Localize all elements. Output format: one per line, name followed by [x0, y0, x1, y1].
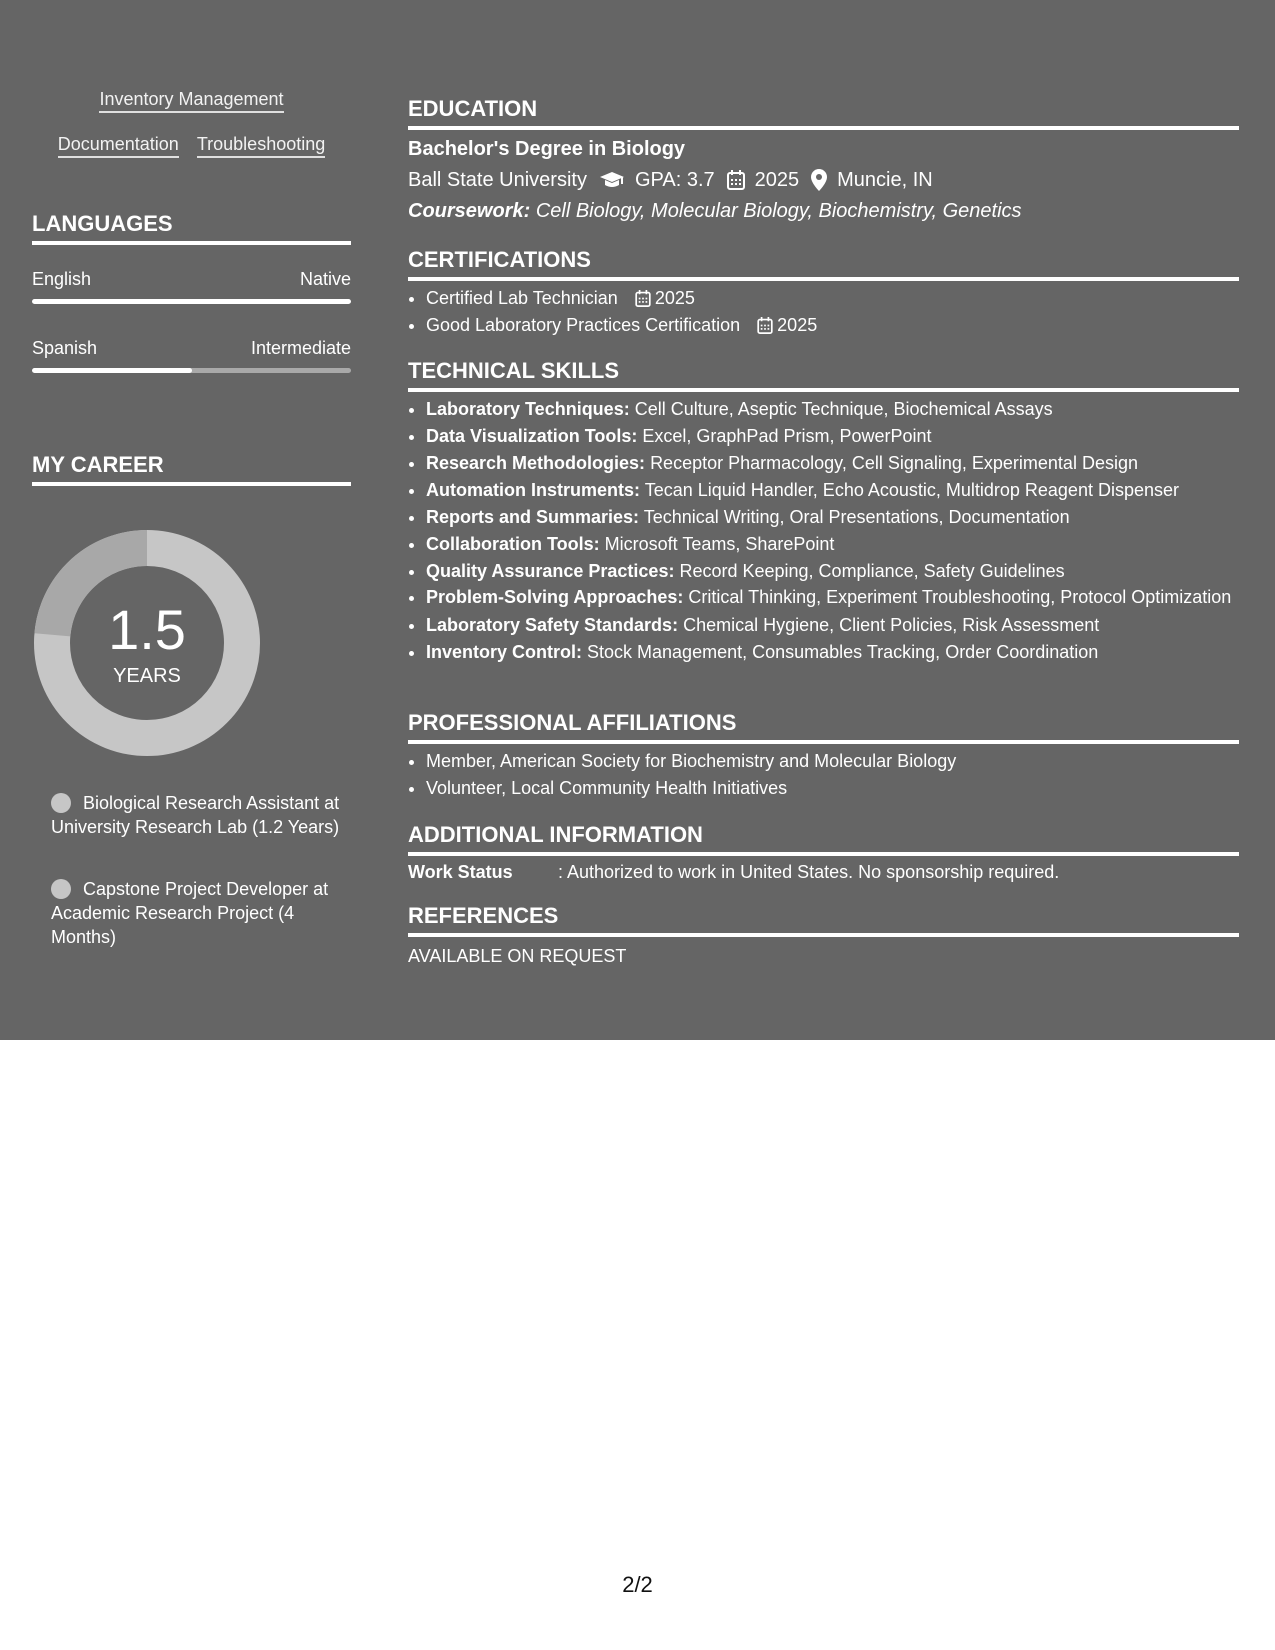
- certification-name: Good Laboratory Practices Certification: [426, 315, 741, 335]
- skill-label: Problem-Solving Approaches:: [426, 587, 684, 607]
- additional-info-heading: ADDITIONAL INFORMATION: [408, 822, 1239, 856]
- language-bar-spanish: [32, 368, 351, 373]
- list-item: [426, 477, 1257, 504]
- list-item: [426, 504, 1257, 531]
- skill-label: Research Methodologies:: [426, 453, 646, 473]
- degree-title: Bachelor's Degree in Biology: [408, 138, 686, 160]
- language-bar-fill: [32, 368, 192, 373]
- list-item: [426, 585, 1257, 612]
- list-item: [426, 423, 1257, 450]
- language-name: English: [32, 269, 92, 289]
- technical-skills-heading: TECHNICAL SKILLS: [408, 358, 1239, 392]
- references-heading: REFERENCES: [408, 903, 1239, 937]
- skill-tags-row-1: [32, 88, 351, 113]
- skill-tag: Documentation: [58, 133, 179, 158]
- work-status-text: : Authorized to work in United States. No sponsorship required.: [558, 862, 1060, 882]
- skill-text: Chemical Hygiene, Client Policies, Risk Assessment: [683, 615, 1100, 635]
- language-level: Intermediate: [250, 338, 351, 358]
- certification-year: 2025: [654, 288, 695, 308]
- skill-label: Laboratory Techniques:: [426, 399, 630, 419]
- language-level: Native: [299, 269, 351, 289]
- career-item-text: Biological Research Assistant at University Research Lab (1.2 Years): [51, 793, 340, 837]
- calendar-icon: [635, 290, 651, 307]
- list-item: [426, 639, 1257, 666]
- education-heading: EDUCATION: [408, 96, 1239, 130]
- skill-label: Laboratory Safety Standards:: [426, 615, 679, 635]
- list-item: [426, 396, 1257, 423]
- language-row-english: [32, 268, 351, 290]
- calendar-icon: [757, 317, 773, 334]
- bullet-dot-icon: [51, 793, 71, 813]
- career-years-label: YEARS: [113, 665, 181, 687]
- coursework-label: Coursework:: [408, 200, 531, 222]
- certification-year: 2025: [777, 315, 818, 335]
- career-item-text: Capstone Project Developer at Academic Research Project (4 Months): [51, 879, 329, 947]
- list-item: [426, 558, 1257, 585]
- language-bar-english: [32, 299, 351, 304]
- work-status: [408, 862, 1239, 883]
- references-text: AVAILABLE ON REQUEST: [408, 946, 627, 966]
- language-row-spanish: [32, 337, 351, 359]
- list-item: [426, 612, 1257, 639]
- list-item: • Member, American Society for Biochemistry and Molecular Biology: [426, 748, 1257, 775]
- graduation-cap-icon: [599, 171, 625, 189]
- list-item: [426, 285, 1257, 312]
- skill-tag: Troubleshooting: [197, 133, 325, 158]
- skill-text: Excel, GraphPad Prism, PowerPoint: [642, 426, 932, 446]
- language-bar-fill: [32, 299, 351, 304]
- list-item: • Volunteer, Local Community Health Initiatives: [426, 775, 1257, 802]
- technical-skills-list: [408, 396, 1257, 666]
- skill-text: Cell Culture, Aseptic Technique, Biochemical Assays: [634, 399, 1053, 419]
- skill-text: Record Keeping, Compliance, Safety Guidelines: [679, 561, 1065, 581]
- calendar-icon: [727, 170, 745, 190]
- list-item: [426, 450, 1257, 477]
- page-number: 2/2: [622, 1572, 653, 1597]
- bullet-dot-icon: [51, 879, 71, 899]
- skill-label: Collaboration Tools:: [426, 534, 600, 554]
- career-years-value: 1.5: [108, 598, 186, 661]
- skill-label: Quality Assurance Practices:: [426, 561, 675, 581]
- skill-text: Stock Management, Consumables Tracking, Order Coordination: [587, 642, 1099, 662]
- career-item: [51, 877, 341, 949]
- education-location: Muncie, IN: [837, 169, 933, 191]
- coursework: [408, 199, 1239, 223]
- education-meta: [408, 168, 1239, 192]
- career-heading: MY CAREER: [32, 452, 351, 486]
- skill-tag: Inventory Management: [99, 88, 283, 113]
- skill-text: Technical Writing, Oral Presentations, Documentation: [643, 507, 1070, 527]
- skill-label: Inventory Control:: [426, 642, 582, 662]
- skill-text: Microsoft Teams, SharePoint: [604, 534, 835, 554]
- gpa: GPA: 3.7: [634, 169, 715, 191]
- skill-label: Automation Instruments:: [426, 480, 640, 500]
- school-name: Ball State University: [408, 169, 587, 191]
- skill-tags-row-2: [32, 133, 351, 158]
- location-pin-icon: [811, 169, 827, 191]
- language-name: Spanish: [32, 338, 98, 358]
- certifications-list: [408, 285, 1257, 339]
- languages-heading: LANGUAGES: [32, 211, 351, 245]
- skill-text: Receptor Pharmacology, Cell Signaling, Experimental Design: [650, 453, 1138, 473]
- career-item: [51, 791, 341, 839]
- skill-label: Data Visualization Tools:: [426, 426, 638, 446]
- graduation-year: 2025: [754, 169, 800, 191]
- affiliations-heading: PROFESSIONAL AFFILIATIONS: [408, 710, 1239, 744]
- certifications-heading: CERTIFICATIONS: [408, 247, 1239, 281]
- skill-text: Critical Thinking, Experiment Troubleshooting, Protocol Optimization: [688, 587, 1232, 607]
- affiliations-list: [408, 748, 1257, 802]
- skill-text: Tecan Liquid Handler, Echo Acoustic, Multidrop Reagent Dispenser: [644, 480, 1179, 500]
- certification-name: Certified Lab Technician: [426, 288, 618, 308]
- coursework-list: Cell Biology, Molecular Biology, Biochemistry, Genetics: [535, 200, 1022, 222]
- skill-label: Reports and Summaries:: [426, 507, 640, 527]
- list-item: [426, 312, 1257, 339]
- list-item: [426, 531, 1257, 558]
- work-status-label: Work Status: [408, 862, 513, 882]
